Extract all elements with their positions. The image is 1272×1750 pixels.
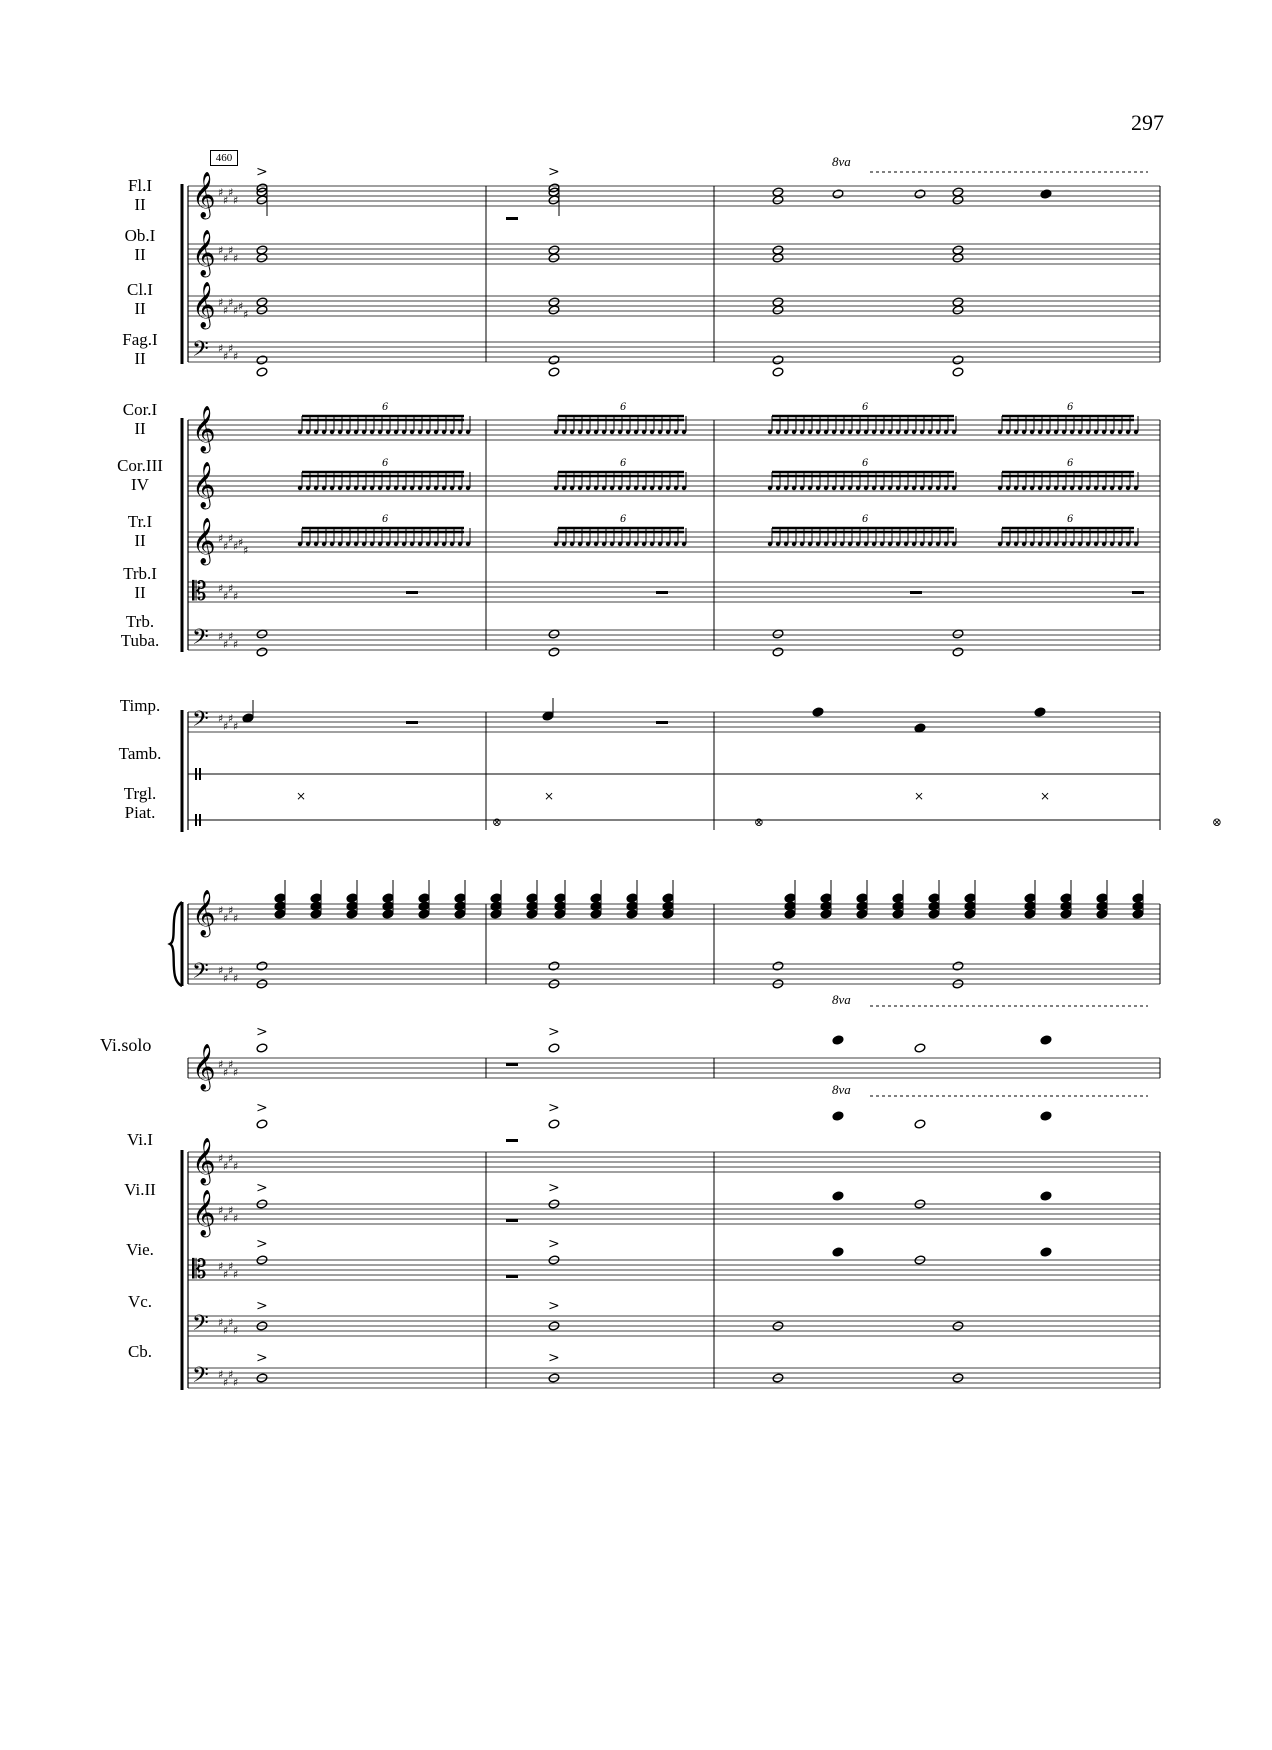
- notehead: [418, 901, 430, 911]
- notehead: [256, 1043, 268, 1053]
- notehead: [548, 647, 560, 657]
- notehead: [892, 893, 904, 903]
- ottava-mark: 8va: [832, 992, 851, 1007]
- sharp-sign: ♯: [228, 342, 234, 355]
- notehead: [256, 961, 268, 971]
- half-rest: [406, 591, 418, 594]
- notehead: [1132, 909, 1144, 919]
- label-line-1: Vi.I: [127, 1130, 153, 1149]
- treble-clef: 𝄞: [192, 890, 216, 936]
- notehead: [928, 901, 940, 911]
- notehead: [952, 245, 964, 255]
- treble-clef: 𝄞: [192, 1190, 216, 1236]
- notehead: [454, 901, 466, 911]
- label-line-1: Fag.I: [122, 330, 158, 349]
- notehead: [256, 305, 268, 315]
- tuplet-number: 6: [1067, 402, 1074, 413]
- treble-clef: 𝄞: [192, 1044, 216, 1090]
- notehead: [964, 893, 976, 903]
- sharp-sign: ♯: [233, 1268, 239, 1281]
- piano-brace: [170, 902, 182, 986]
- label-line-2: II: [134, 583, 146, 602]
- sharp-sign: ♯: [233, 1212, 239, 1225]
- notehead: [1060, 901, 1072, 911]
- notehead: [526, 901, 538, 911]
- notehead: [772, 355, 784, 365]
- sharp-sign: ♯: [228, 296, 234, 309]
- sharp-sign: ♯: [223, 350, 229, 363]
- cymbal-mark: ⊗: [492, 815, 503, 829]
- x-notehead: ×: [914, 789, 925, 803]
- tuplet-number: 6: [1067, 514, 1074, 525]
- sharp-sign: ♯: [228, 1260, 234, 1273]
- sharp-sign: ♯: [228, 244, 234, 257]
- sharp-sign: ♯: [218, 1058, 224, 1071]
- notehead: [548, 961, 560, 971]
- notehead: [256, 367, 268, 377]
- label-line-2: IV: [131, 475, 149, 494]
- sharp-sign: ♯: [228, 964, 234, 977]
- sharp-sign: ♯: [218, 296, 224, 309]
- accent-mark: >: [256, 164, 268, 180]
- tuplet-number: 6: [862, 402, 869, 413]
- notehead: [1096, 901, 1108, 911]
- notehead: [892, 901, 904, 911]
- notehead: [1096, 909, 1108, 919]
- tuplet-number: 6: [382, 458, 389, 469]
- accent-mark: >: [548, 1298, 560, 1314]
- sharp-sign: ♯: [218, 1260, 224, 1273]
- tuplet-number: 6: [382, 514, 389, 525]
- notehead: [526, 909, 538, 919]
- ottava-mark: 8va: [832, 1082, 851, 1097]
- notehead: [784, 893, 796, 903]
- sharp-sign: ♯: [218, 582, 224, 595]
- bass-clef: 𝄢: [192, 707, 209, 737]
- label-line-1: Trb.I: [123, 564, 157, 583]
- sharp-sign: ♯: [223, 540, 229, 553]
- notehead: [256, 629, 268, 639]
- notehead: [1132, 893, 1144, 903]
- notehead: [548, 297, 560, 307]
- tuplet-number: 6: [620, 514, 627, 525]
- x-notehead: ×: [296, 789, 307, 803]
- notehead: [952, 195, 964, 205]
- notehead: [832, 1191, 844, 1201]
- sharp-sign: ♯: [238, 300, 244, 313]
- half-rest: [506, 1139, 518, 1142]
- half-rest: [656, 591, 668, 594]
- notehead: [964, 909, 976, 919]
- sharp-sign: ♯: [233, 1376, 239, 1389]
- notehead: [832, 1247, 844, 1257]
- notehead: [256, 297, 268, 307]
- notehead: [490, 909, 502, 919]
- sharp-sign: ♯: [228, 1368, 234, 1381]
- notehead: [590, 901, 602, 911]
- sharp-sign: ♯: [218, 342, 224, 355]
- sharp-sign: ♯: [233, 720, 239, 733]
- notehead: [964, 901, 976, 911]
- label-line-1: Tr.I: [127, 512, 153, 531]
- label-line-1: Fl.I: [127, 176, 153, 195]
- notehead: [1034, 707, 1046, 717]
- notehead: [772, 253, 784, 263]
- notehead: [590, 893, 602, 903]
- sharp-sign: ♯: [218, 904, 224, 917]
- notehead: [1040, 1111, 1052, 1121]
- sharp-sign: ♯: [228, 582, 234, 595]
- label-line-2: II: [134, 419, 146, 438]
- notehead: [310, 893, 322, 903]
- label-line-1: Vie.: [126, 1240, 154, 1259]
- notehead: [820, 901, 832, 911]
- notehead: [1040, 1035, 1052, 1045]
- notehead: [772, 245, 784, 255]
- sharp-sign: ♯: [228, 1152, 234, 1165]
- sharp-sign: ♯: [233, 1066, 239, 1079]
- label-line-2: II: [134, 245, 146, 264]
- label-line-1: Tamb.: [118, 744, 162, 763]
- label-line-2: Piat.: [124, 803, 156, 822]
- notehead: [832, 1111, 844, 1121]
- label-line-1: Vi.II: [124, 1180, 156, 1199]
- label-line-2: II: [134, 349, 146, 368]
- notehead: [548, 305, 560, 315]
- notehead: [784, 909, 796, 919]
- label-line-2: II: [134, 299, 146, 318]
- notehead: [856, 909, 868, 919]
- sharp-sign: ♯: [228, 712, 234, 725]
- sharp-sign: ♯: [223, 194, 229, 207]
- label-line-2: II: [134, 195, 146, 214]
- notehead: [1024, 901, 1036, 911]
- notehead: [242, 713, 254, 723]
- notehead: [952, 961, 964, 971]
- sharp-sign: ♯: [223, 1324, 229, 1337]
- sharp-sign: ♯: [223, 720, 229, 733]
- sharp-sign: ♯: [233, 194, 239, 207]
- notehead: [256, 195, 268, 205]
- half-rest: [656, 721, 668, 724]
- label-line-1: Trgl.: [123, 784, 157, 803]
- label-line-2: Tuba.: [120, 631, 160, 650]
- notehead: [1096, 893, 1108, 903]
- notehead: [454, 893, 466, 903]
- notehead: [554, 893, 566, 903]
- sharp-sign: ♯: [243, 544, 249, 557]
- sharp-sign: ♯: [228, 186, 234, 199]
- half-rest: [406, 721, 418, 724]
- notehead: [626, 909, 638, 919]
- tenor-clef: 𝄡: [192, 577, 207, 607]
- tuplet-number: 6: [620, 402, 627, 413]
- label-line-1: Cl.I: [127, 280, 153, 299]
- notehead: [1060, 893, 1072, 903]
- treble-clef: 𝄞: [192, 1138, 216, 1184]
- sharp-sign: ♯: [218, 1204, 224, 1217]
- sharp-sign: ♯: [223, 1160, 229, 1173]
- tuplet-number: 6: [620, 458, 627, 469]
- notehead: [772, 195, 784, 205]
- treble-clef: 𝄞: [192, 518, 216, 564]
- sharp-sign: ♯: [223, 638, 229, 651]
- label-line-1: Trb.: [125, 612, 155, 631]
- notehead: [454, 909, 466, 919]
- half-rest: [506, 1219, 518, 1222]
- accent-mark: >: [256, 1024, 268, 1040]
- half-rest: [506, 1275, 518, 1278]
- treble-clef: 𝄞: [192, 406, 216, 452]
- sharp-sign: ♯: [218, 244, 224, 257]
- notehead: [928, 909, 940, 919]
- notehead: [1040, 1247, 1052, 1257]
- notehead: [554, 901, 566, 911]
- label-line-1: Cb.: [127, 1342, 153, 1361]
- accent-mark: >: [548, 1236, 560, 1252]
- notehead: [554, 909, 566, 919]
- sharp-sign: ♯: [228, 1316, 234, 1329]
- notehead: [548, 629, 560, 639]
- notehead: [346, 893, 358, 903]
- notehead: [662, 901, 674, 911]
- x-notehead: ×: [1040, 789, 1051, 803]
- sharp-sign: ♯: [223, 912, 229, 925]
- notehead: [382, 909, 394, 919]
- label-line-1: Cor.I: [122, 400, 158, 419]
- ottava-mark: 8va: [832, 154, 851, 169]
- notehead: [548, 367, 560, 377]
- notehead: [820, 909, 832, 919]
- treble-clef: 𝄞: [192, 172, 216, 218]
- notehead: [914, 1119, 926, 1129]
- notehead: [1060, 909, 1072, 919]
- notehead: [346, 901, 358, 911]
- notehead: [548, 1043, 560, 1053]
- sharp-sign: ♯: [218, 964, 224, 977]
- sharp-sign: ♯: [218, 1368, 224, 1381]
- accent-mark: >: [256, 1298, 268, 1314]
- cymbal-mark: ⊗: [1212, 815, 1223, 829]
- accent-mark: >: [256, 1180, 268, 1196]
- notehead: [952, 629, 964, 639]
- sharp-sign: ♯: [223, 252, 229, 265]
- notehead: [914, 189, 926, 199]
- notehead: [526, 893, 538, 903]
- notehead: [952, 253, 964, 263]
- accent-mark: >: [256, 1100, 268, 1116]
- notehead: [772, 305, 784, 315]
- notehead: [952, 297, 964, 307]
- notehead: [490, 901, 502, 911]
- sharp-sign: ♯: [223, 1376, 229, 1389]
- sharp-sign: ♯: [218, 1316, 224, 1329]
- sharp-sign: ♯: [218, 630, 224, 643]
- notehead: [274, 901, 286, 911]
- notehead: [772, 297, 784, 307]
- notehead: [952, 187, 964, 197]
- notehead: [856, 893, 868, 903]
- notehead: [952, 367, 964, 377]
- sharp-sign: ♯: [233, 252, 239, 265]
- accent-mark: >: [548, 164, 560, 180]
- sharp-sign: ♯: [233, 638, 239, 651]
- label-line-1: Cor.III: [117, 456, 163, 475]
- sharp-sign: ♯: [218, 1152, 224, 1165]
- label-line-1: Ob.I: [124, 226, 156, 245]
- notehead: [914, 723, 926, 733]
- notehead: [772, 629, 784, 639]
- half-rest: [506, 217, 518, 220]
- bass-clef: 𝄢: [192, 1363, 209, 1393]
- accent-mark: >: [548, 1180, 560, 1196]
- notehead: [812, 707, 824, 717]
- notehead: [928, 893, 940, 903]
- notehead: [820, 893, 832, 903]
- notehead: [548, 1119, 560, 1129]
- sharp-sign: ♯: [233, 350, 239, 363]
- notehead: [590, 909, 602, 919]
- notehead: [418, 893, 430, 903]
- notehead: [662, 893, 674, 903]
- sharp-sign: ♯: [218, 532, 224, 545]
- notehead: [772, 367, 784, 377]
- label-line-2: II: [134, 531, 146, 550]
- notehead: [256, 1119, 268, 1129]
- sharp-sign: ♯: [233, 304, 239, 317]
- notehead: [1040, 1191, 1052, 1201]
- bass-clef: 𝄢: [192, 959, 209, 989]
- sharp-sign: ♯: [228, 1204, 234, 1217]
- notehead: [490, 893, 502, 903]
- notehead: [952, 305, 964, 315]
- notehead: [856, 901, 868, 911]
- sharp-sign: ♯: [228, 532, 234, 545]
- bass-clef: 𝄢: [192, 625, 209, 655]
- half-rest: [506, 1063, 518, 1066]
- notehead: [256, 245, 268, 255]
- notehead: [310, 909, 322, 919]
- tuplet-number: 6: [382, 402, 389, 413]
- accent-mark: >: [548, 1024, 560, 1040]
- notehead: [784, 901, 796, 911]
- sharp-sign: ♯: [233, 1160, 239, 1173]
- notehead: [548, 245, 560, 255]
- notehead: [310, 901, 322, 911]
- sharp-sign: ♯: [223, 1212, 229, 1225]
- label-line-1: Vc.: [127, 1292, 153, 1311]
- half-rest: [1132, 591, 1144, 594]
- notehead: [548, 253, 560, 263]
- notehead: [662, 909, 674, 919]
- accent-mark: >: [256, 1350, 268, 1366]
- sharp-sign: ♯: [223, 1268, 229, 1281]
- half-rest: [910, 591, 922, 594]
- notehead: [626, 893, 638, 903]
- alto-clef: 𝄡: [192, 1255, 207, 1285]
- accent-mark: >: [548, 1350, 560, 1366]
- treble-clef: 𝄞: [192, 230, 216, 276]
- bass-clef: 𝄢: [192, 337, 209, 367]
- notehead: [418, 909, 430, 919]
- sharp-sign: ♯: [233, 972, 239, 985]
- notehead: [626, 901, 638, 911]
- accent-mark: >: [256, 1236, 268, 1252]
- notehead: [382, 901, 394, 911]
- treble-clef: 𝄞: [192, 282, 216, 328]
- measure-number-box: 460: [210, 150, 238, 166]
- sharp-sign: ♯: [233, 1324, 239, 1337]
- accent-mark: >: [548, 1100, 560, 1116]
- sharp-sign: ♯: [243, 308, 249, 321]
- treble-clef: 𝄞: [192, 462, 216, 508]
- sharp-sign: ♯: [228, 1058, 234, 1071]
- sharp-sign: ♯: [223, 1066, 229, 1079]
- sharp-sign: ♯: [223, 590, 229, 603]
- notehead: [832, 1035, 844, 1045]
- sharp-sign: ♯: [223, 304, 229, 317]
- notehead: [832, 189, 844, 199]
- notehead: [256, 253, 268, 263]
- label-line-1: Vi.solo: [100, 1035, 152, 1055]
- notehead: [892, 909, 904, 919]
- notehead: [952, 647, 964, 657]
- sharp-sign: ♯: [233, 590, 239, 603]
- sharp-sign: ♯: [218, 186, 224, 199]
- notehead: [772, 961, 784, 971]
- page-number: 297: [1131, 110, 1164, 135]
- bass-clef: 𝄢: [192, 1311, 209, 1341]
- sharp-sign: ♯: [233, 540, 239, 553]
- notehead: [256, 355, 268, 365]
- notehead: [1040, 189, 1052, 199]
- notehead: [1132, 901, 1144, 911]
- tuplet-number: 6: [862, 514, 869, 525]
- notehead: [1024, 909, 1036, 919]
- notehead: [346, 909, 358, 919]
- notehead: [914, 1043, 926, 1053]
- sharp-sign: ♯: [223, 972, 229, 985]
- notehead: [548, 355, 560, 365]
- sharp-sign: ♯: [238, 536, 244, 549]
- sharp-sign: ♯: [228, 630, 234, 643]
- notehead: [772, 647, 784, 657]
- notehead: [256, 647, 268, 657]
- x-notehead: ×: [544, 789, 555, 803]
- notehead: [548, 195, 560, 205]
- notehead: [542, 711, 554, 721]
- notehead: [274, 893, 286, 903]
- tuplet-number: 6: [1067, 458, 1074, 469]
- cymbal-mark: ⊗: [754, 815, 765, 829]
- notehead: [1024, 893, 1036, 903]
- notehead: [952, 355, 964, 365]
- sharp-sign: ♯: [218, 712, 224, 725]
- notehead: [772, 187, 784, 197]
- notehead: [382, 893, 394, 903]
- sharp-sign: ♯: [233, 912, 239, 925]
- label-line-1: Timp.: [119, 696, 161, 715]
- sharp-sign: ♯: [228, 904, 234, 917]
- notehead: [274, 909, 286, 919]
- tuplet-number: 6: [862, 458, 869, 469]
